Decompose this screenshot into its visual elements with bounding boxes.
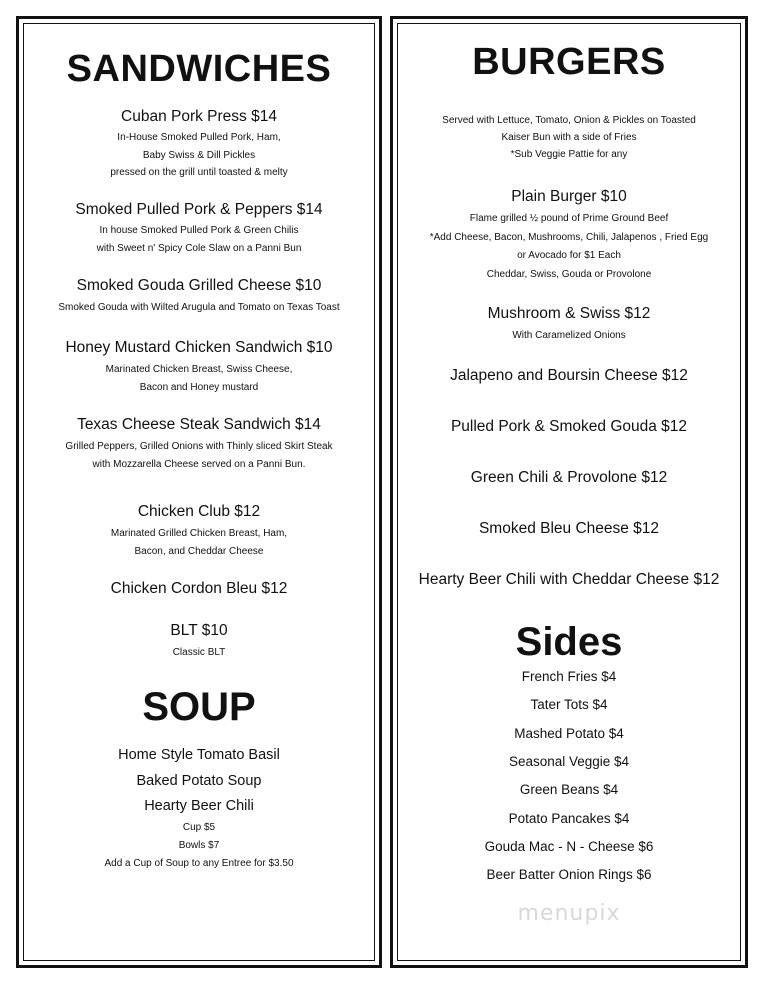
sides-heading: Sides <box>515 620 623 664</box>
menu-item-desc: Marinated Chicken Breast, Swiss Cheese, <box>105 364 293 375</box>
side-item: Beer Batter Onion Rings $6 <box>486 867 652 883</box>
soup-heading: SOUP <box>142 685 256 729</box>
burgers-heading: BURGERS <box>472 41 666 83</box>
sandwiches-heading: SANDWICHES <box>66 48 332 90</box>
menu-item-desc: or Avocado for $1 Each <box>517 250 621 261</box>
menu-item-title: Smoked Bleu Cheese $12 <box>478 520 660 537</box>
menu-item-title: Smoked Pulled Pork & Peppers $14 <box>75 201 323 218</box>
menu-item-desc: with Mozzarella Cheese served on a Panni Bun. <box>92 459 306 470</box>
soup-item: Hearty Beer Chili <box>144 798 254 814</box>
menu-item-desc: Grilled Peppers, Grilled Onions with Thinly sliced Skirt Steak <box>65 441 333 452</box>
menu-item-title: Chicken Club $12 <box>137 503 261 520</box>
soup-detail: Add a Cup of Soup to any Entree for $3.50 <box>104 858 294 869</box>
side-item: Potato Pancakes $4 <box>508 810 630 826</box>
side-item: French Fries $4 <box>521 669 617 684</box>
menu-item-title: Mushroom & Swiss $12 <box>487 305 651 322</box>
menu-item-desc: In house Smoked Pulled Pork & Green Chilis <box>99 225 299 236</box>
side-item: Seasonal Veggie $4 <box>508 753 630 769</box>
sandwiches-soup-panel <box>16 16 382 968</box>
menu-item-desc: Smoked Gouda with Wilted Arugula and Tomato on Texas Toast <box>58 302 340 313</box>
soup-detail: Bowls $7 <box>178 840 220 851</box>
soup-detail: Cup $5 <box>182 822 216 833</box>
menu-item-title: Jalapeno and Boursin Cheese $12 <box>450 367 688 384</box>
menu-item-desc: In-House Smoked Pulled Pork, Ham, <box>117 132 281 143</box>
menu-item-title: Plain Burger $10 <box>511 188 627 205</box>
menu-item-title: Honey Mustard Chicken Sandwich $10 <box>65 339 333 356</box>
menu-item-title: Pulled Pork & Smoked Gouda $12 <box>450 418 688 435</box>
menu-item-title: BLT $10 <box>170 622 228 639</box>
burgers-subtitle: *Sub Veggie Pattie for any <box>510 149 628 160</box>
side-item: Mashed Potato $4 <box>514 725 624 741</box>
burgers-sides-panel <box>390 16 748 968</box>
side-item: Gouda Mac - N - Cheese $6 <box>484 838 654 854</box>
menu-item-title: Smoked Gouda Grilled Cheese $10 <box>76 277 322 294</box>
side-item: Tater Tots $4 <box>530 697 608 713</box>
menu-item-desc: *Add Cheese, Bacon, Mushrooms, Chili, Jalapenos , Fried Egg <box>429 231 709 243</box>
menu-item-desc: Cheddar, Swiss, Gouda or Provolone <box>486 268 652 280</box>
menu-item-desc: Baby Swiss & Dill Pickles <box>142 149 256 161</box>
burgers-subtitle: Kaiser Bun with a side of Fries <box>501 132 637 143</box>
side-item: Green Beans $4 <box>519 782 619 798</box>
menu-item-desc: Bacon, and Cheddar Cheese <box>134 545 264 557</box>
menu-item-desc: pressed on the grill until toasted & melty <box>110 167 288 178</box>
menu-item-desc: with Sweet n' Spicy Cole Slaw on a Panni Bun <box>96 242 302 254</box>
menu-item-title: Cuban Pork Press $14 <box>121 108 277 125</box>
menu-item-desc: Marinated Grilled Chicken Breast, Ham, <box>110 528 288 539</box>
watermark: menupix <box>517 901 621 926</box>
menu-item-desc: Classic BLT <box>172 647 226 658</box>
menu-item-title: Texas Cheese Steak Sandwich $14 <box>77 416 321 433</box>
menu-item-title: Green Chili & Provolone $12 <box>470 469 668 486</box>
menu-item-title: Chicken Cordon Bleu $12 <box>110 580 288 597</box>
soup-item: Home Style Tomato Basil <box>118 747 280 763</box>
menu-item-desc: With Caramelized Onions <box>512 330 626 341</box>
menu-item-desc: Bacon and Honey mustard <box>139 381 259 393</box>
menu-item-desc: Flame grilled ½ pound of Prime Ground Beef <box>469 213 669 224</box>
burgers-subtitle: Served with Lettuce, Tomato, Onion & Pickles on Toasted <box>442 115 696 126</box>
menu-item-title: Hearty Beer Chili with Cheddar Cheese $12 <box>418 571 720 588</box>
soup-item: Baked Potato Soup <box>136 772 262 789</box>
